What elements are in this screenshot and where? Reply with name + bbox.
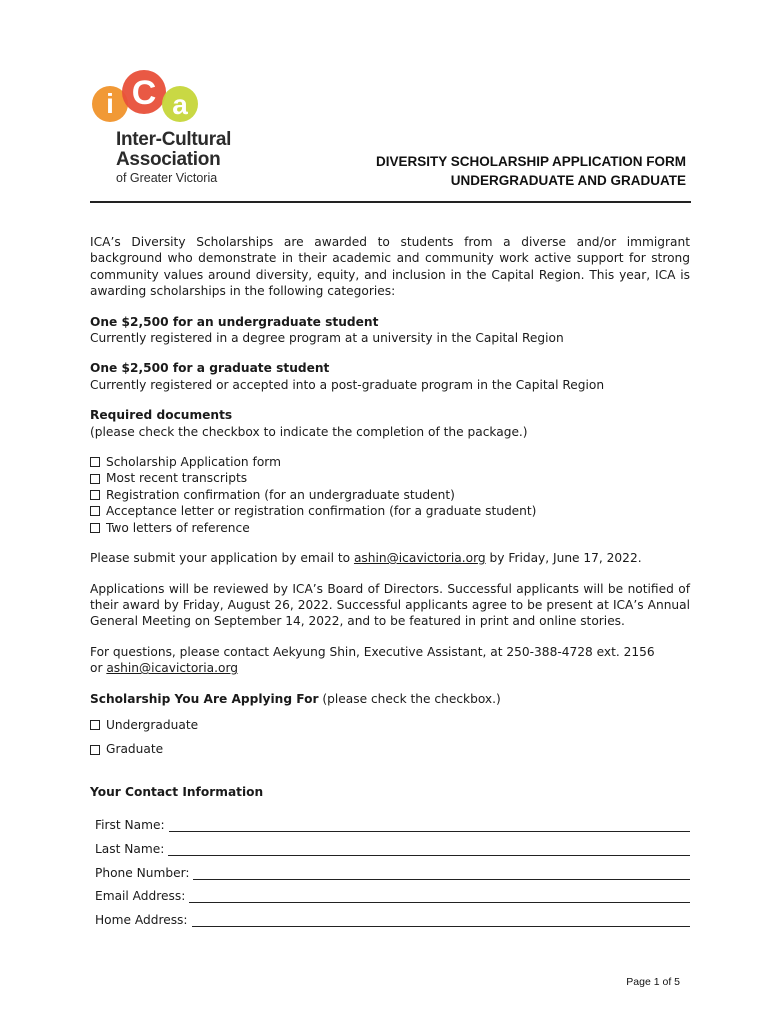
phone-number-field[interactable] <box>95 866 690 880</box>
home-address-field[interactable] <box>95 913 690 927</box>
required-doc-label: Registration confirmation (for an undergraduate student) <box>106 487 455 502</box>
field-label: Phone Number: <box>95 866 190 880</box>
questions-paragraph: For questions, please contact Aekyung Shin, Executive Assistant, at 250-388-4728 ext. 2156 or ashin@icavictoria.org <box>90 644 655 676</box>
first-name-field[interactable] <box>95 818 690 832</box>
form-body <box>90 234 690 800</box>
option-label: Undergraduate <box>106 717 199 732</box>
ica-monogram-icon <box>90 68 210 132</box>
phone-number-input[interactable] <box>193 867 690 880</box>
required-doc-item[interactable] <box>90 454 690 470</box>
svg-text:i: i <box>106 88 114 119</box>
option-undergraduate[interactable] <box>90 717 690 733</box>
checkbox[interactable] <box>90 745 100 755</box>
last-name-input[interactable] <box>168 843 690 856</box>
category-undergrad-desc: Currently registered in a degree program at a university in the Capital Region <box>90 331 564 346</box>
category-grad-desc: Currently registered or accepted into a post-graduate program in the Capital Region <box>90 377 605 392</box>
required-docs-note: (please check the checkbox to indicate the completion of the package.) <box>90 424 528 439</box>
option-label: Graduate <box>106 742 164 757</box>
svg-text:a: a <box>172 89 188 120</box>
checkbox[interactable] <box>90 490 100 500</box>
field-label: Email Address: <box>95 889 186 903</box>
option-graduate[interactable] <box>90 741 690 757</box>
logo-line-2: Association <box>116 149 221 170</box>
home-address-input[interactable] <box>192 914 690 927</box>
category-grad-heading: One $2,500 for a graduate student <box>90 361 330 376</box>
title-divider <box>90 201 691 203</box>
review-paragraph: Applications will be reviewed by ICA’s Board of Directors. Successful applicants will be notified of their award by Friday, August 26, 2022. Successful applicants agree to be present at ICA’s Annual General Meeting on September 14, 2022, and to be featured in print and online stories. <box>90 581 690 629</box>
first-name-input[interactable] <box>169 819 690 832</box>
svg-text:C: C <box>131 74 157 112</box>
checkbox[interactable] <box>90 523 100 533</box>
required-doc-item[interactable] <box>90 487 690 503</box>
logo-line-1: Inter-Cultural <box>116 129 232 150</box>
checkbox[interactable] <box>90 720 100 730</box>
submit-instructions: Please submit your application by email to ashin@icavictoria.org by Friday, June 17, 2022. <box>90 551 642 566</box>
email-address-input[interactable] <box>189 890 690 903</box>
form-title-line-2: UNDERGRADUATE AND GRADUATE <box>450 173 686 188</box>
checkbox[interactable] <box>90 506 100 516</box>
field-label: First Name: <box>95 818 165 832</box>
checkbox[interactable] <box>90 457 100 467</box>
required-doc-label: Scholarship Application form <box>106 455 281 470</box>
required-doc-label: Acceptance letter or registration confirmation (for a graduate student) <box>106 504 537 519</box>
required-doc-item[interactable] <box>90 470 690 486</box>
scholarship-choice-heading: Scholarship You Are Applying For (please check the checkbox.) <box>90 691 501 706</box>
form-title-line-1: DIVERSITY SCHOLARSHIP APPLICATION FORM <box>375 154 686 169</box>
last-name-field[interactable] <box>95 842 690 856</box>
ica-logo <box>90 68 270 188</box>
questions-email-link[interactable]: ashin@icavictoria.org <box>106 661 239 676</box>
contact-heading: Your Contact Information <box>90 784 264 799</box>
category-undergrad-heading: One $2,500 for an undergraduate student <box>90 314 379 329</box>
required-doc-label: Two letters of reference <box>106 520 250 535</box>
required-doc-label: Most recent transcripts <box>106 471 248 486</box>
required-docs-heading: Required documents <box>90 408 233 423</box>
field-label: Home Address: <box>95 913 188 927</box>
email-address-field[interactable] <box>95 889 690 903</box>
logo-wordmark <box>116 130 231 186</box>
required-doc-item[interactable] <box>90 503 690 519</box>
submit-email-link[interactable]: ashin@icavictoria.org <box>353 551 486 566</box>
field-label: Last Name: <box>95 842 165 856</box>
required-doc-item[interactable] <box>90 520 690 536</box>
logo-line-3: of Greater Victoria <box>116 171 218 185</box>
form-title <box>376 152 686 190</box>
intro-paragraph: ICA’s Diversity Scholarships are awarded to students from a diverse and/or immigrant background who demonstrate in their academic and community work active support for strong community values around diversity, equity, and inclusion in the Capital Region. This year, ICA is awarding scholarships in the following categories: <box>90 235 690 299</box>
page-number: Page 1 of 5 <box>626 976 680 988</box>
checkbox[interactable] <box>90 474 100 484</box>
